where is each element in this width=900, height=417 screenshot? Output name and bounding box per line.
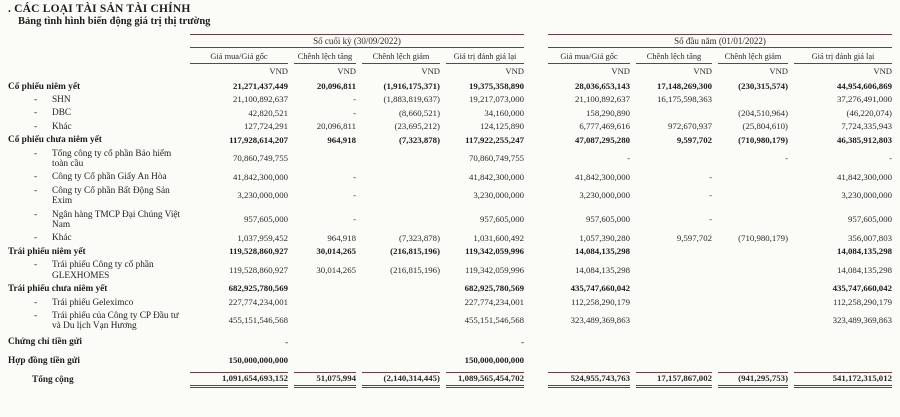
cell-value: 41,842,300,000 [469, 171, 524, 182]
table-row [8, 171, 892, 184]
cell-value: 7,724,335,943 [841, 121, 892, 132]
cell-value: 1,037,959,452 [237, 232, 288, 243]
cell-value: 51,075,994 [288, 370, 356, 389]
cell-value: - [521, 336, 524, 347]
row-label: - Khác [34, 233, 72, 244]
row-label: - Ngân hàng TMCP Đại Chúng Việt Nam [34, 209, 181, 231]
cell-value: 1,031,600,492 [473, 232, 524, 243]
cell-value [356, 184, 440, 208]
cell-value [288, 296, 356, 309]
cell-value: 14,084,135,298 [837, 246, 892, 257]
cell-value: 17,148,269,300 [657, 80, 712, 91]
cell-value: 41,842,300,000 [575, 171, 630, 182]
cell-value [356, 309, 440, 333]
cell-value: 21,271,437,449 [233, 80, 288, 91]
row-label: - DBC [34, 108, 72, 119]
cell-value [630, 333, 712, 351]
unit-label: VND [611, 66, 630, 77]
cell-value [712, 171, 788, 184]
cell-value: 21,100,892,637 [233, 94, 288, 105]
group-gap [524, 134, 542, 147]
cell-value: 17,157,867,002 [630, 370, 712, 389]
cell-value: (23,695,212) [394, 121, 440, 132]
cell-value: 356,007,803 [848, 232, 892, 243]
unit-label: VND [505, 66, 524, 77]
cell-value: 957,605,000 [586, 214, 630, 225]
bullet-dash: - [34, 172, 38, 183]
cell-value: 9,597,702 [676, 134, 712, 145]
row-label: Cổ phiếu niêm yết [8, 81, 81, 92]
table-row [8, 296, 892, 309]
group-gap [524, 283, 542, 296]
cell-value [712, 283, 788, 296]
cell-value: - [285, 336, 288, 347]
cell-value [788, 352, 892, 370]
group-gap [524, 370, 542, 389]
group-gap [524, 352, 542, 370]
cell-value [630, 283, 712, 296]
column-header: Chênh lệch tăng [288, 49, 356, 65]
cell-value: (2,140,314,445) [356, 370, 440, 389]
cell-value: 19,217,073,000 [469, 94, 524, 105]
cell-value: 127,724,291 [244, 121, 288, 132]
row-label: - Trái phiếu của Công ty CP Đầu tư và Du lịch Vạn Hương [34, 310, 179, 332]
cell-value: 20,096,811 [316, 121, 356, 132]
group-header-beginning-of-year [542, 32, 892, 49]
cell-value: 44,954,606,869 [837, 80, 892, 91]
cell-value: 323,489,369,863 [570, 315, 630, 326]
cell-value: 119,342,059,996 [464, 264, 524, 275]
cell-value [712, 333, 788, 351]
cell-value [356, 171, 440, 184]
column-header-row [8, 49, 892, 65]
unit-label: VND [337, 66, 356, 77]
cell-value: - [627, 153, 630, 164]
cell-value: 682,925,780,569 [228, 283, 288, 294]
cell-value: 150,000,000,000 [464, 354, 524, 365]
column-header: Chênh lệch giảm [356, 49, 440, 65]
cell-value [288, 283, 356, 296]
table-row [8, 232, 892, 245]
unit-label: VND [769, 66, 788, 77]
cell-value [630, 309, 712, 333]
row-label: - Khác [34, 121, 72, 132]
table-row [8, 94, 892, 107]
unit-label: VND [693, 66, 712, 77]
cell-value: 47,087,295,280 [575, 134, 630, 145]
table-row [8, 208, 892, 232]
bullet-dash: - [34, 148, 38, 159]
bullet-dash: - [34, 233, 38, 244]
cell-value: 682,925,780,569 [464, 283, 524, 294]
row-label: Cổ phiếu chưa niêm yết [8, 135, 102, 146]
cell-value: (8,660,521) [398, 107, 440, 118]
cell-value: - [709, 171, 712, 182]
cell-value [788, 333, 892, 351]
column-header: Giá mua/Giá gốc [542, 49, 630, 65]
cell-value: (7,323,878) [398, 232, 440, 243]
cell-value [712, 208, 788, 232]
cell-value: 158,290,890 [586, 107, 630, 118]
cell-value: 1,091,654,693,152 [184, 370, 288, 389]
cell-value: (1,883,819,637) [383, 94, 440, 105]
cell-value: 16,175,598,363 [657, 94, 712, 105]
cell-value: 117,928,614,207 [229, 134, 288, 145]
table-row [8, 147, 892, 171]
group-header-row [8, 32, 892, 49]
group-gap [524, 171, 542, 184]
cell-value: 455,151,546,568 [228, 315, 288, 326]
cell-value: 3,230,000,000 [473, 190, 524, 201]
row-label: Chứng chỉ tiền gửi [8, 337, 82, 348]
cell-value [630, 147, 712, 171]
cell-value [542, 333, 630, 351]
row-label: - SHN [34, 95, 71, 106]
cell-value: 957,605,000 [480, 214, 524, 225]
group-gap [524, 80, 542, 93]
cell-value [712, 352, 788, 370]
row-label: Hợp đồng tiền gửi [8, 355, 80, 366]
cell-value: 14,084,135,298 [575, 246, 630, 257]
cell-value: (204,510,964) [738, 107, 788, 118]
cell-value [356, 147, 440, 171]
row-label: - Tổng công ty cổ phần Bảo hiểm toàn cầu [34, 148, 172, 170]
cell-value: - [353, 214, 356, 225]
cell-value [542, 352, 630, 370]
cell-value [630, 296, 712, 309]
cell-value: - [353, 190, 356, 201]
row-label: Tổng cộng [32, 374, 74, 385]
cell-value: 21,100,892,637 [575, 94, 630, 105]
cell-value: 117,922,255,247 [465, 134, 524, 145]
cell-value [712, 259, 788, 283]
group-gap [524, 32, 542, 49]
row-label: - Trái phiếu Geleximco [34, 297, 134, 308]
group-gap [524, 296, 542, 309]
cell-value [356, 333, 440, 351]
group-gap [524, 232, 542, 245]
cell-value: (216,815,196) [390, 246, 440, 257]
table-row [8, 80, 892, 93]
cell-value: 14,084,135,298 [575, 264, 630, 275]
cell-value [630, 352, 712, 370]
financial-assets-table [8, 32, 892, 389]
table-row [8, 184, 892, 208]
cell-value: 112,258,290,179 [832, 296, 892, 307]
cell-value [288, 147, 356, 171]
table-row [8, 370, 892, 389]
cell-value [630, 259, 712, 283]
table-row [8, 259, 892, 283]
cell-value: 119,528,860,927 [229, 246, 288, 257]
cell-value [288, 333, 356, 351]
group-gap [524, 259, 542, 283]
column-header: Giá mua/Giá gốc [184, 49, 288, 65]
group-gap [524, 94, 542, 107]
cell-value [356, 352, 440, 370]
cell-value [288, 309, 356, 333]
cell-value: 435,747,660,042 [832, 283, 892, 294]
group-gap [524, 208, 542, 232]
table-row [8, 283, 892, 296]
table-row [8, 107, 892, 120]
table-row [8, 134, 892, 147]
table-row [8, 333, 892, 351]
group-gap [524, 147, 542, 171]
cell-value [712, 245, 788, 258]
cell-value: 3,230,000,000 [579, 190, 630, 201]
cell-value: 524,955,743,763 [542, 370, 630, 389]
cell-value: (941,295,753) [712, 370, 788, 389]
cell-value: - [353, 171, 356, 182]
column-header: Giá trị đánh giá lại [788, 49, 892, 65]
cell-value: 3,230,000,000 [841, 190, 892, 201]
cell-value: 30,014,265 [316, 246, 356, 257]
cell-value [712, 309, 788, 333]
cell-value: 455,151,546,568 [464, 315, 524, 326]
cell-value: 70,860,749,755 [233, 153, 288, 164]
cell-value: 119,342,059,996 [465, 246, 524, 257]
cell-value [356, 283, 440, 296]
column-header: Chênh lệch giảm [712, 49, 788, 65]
row-label: - Công ty Cổ phần Giấy An Hòa [34, 172, 167, 183]
group-gap [524, 107, 542, 120]
row-label: Trái phiếu chưa niêm yết [8, 284, 108, 295]
cell-value: - [785, 153, 788, 164]
unit-label: VND [421, 66, 440, 77]
group-gap [524, 120, 542, 133]
column-header: Giá trị đánh giá lại [440, 49, 524, 65]
cell-value: 972,670,937 [668, 121, 712, 132]
cell-value [288, 352, 356, 370]
cell-value: 1,057,390,280 [579, 232, 630, 243]
cell-value: (230,315,574) [738, 80, 788, 91]
cell-value: - [353, 94, 356, 105]
cell-value: - [709, 214, 712, 225]
cell-value: 964,918 [327, 232, 356, 243]
cell-value [630, 107, 712, 120]
cell-value [712, 184, 788, 208]
bullet-dash: - [34, 108, 38, 119]
table-body [8, 80, 892, 389]
bullet-dash: - [34, 95, 38, 106]
bullet-dash: - [34, 310, 38, 321]
cell-value: - [353, 107, 356, 118]
cell-value: (46,220,074) [846, 107, 892, 118]
table-row [8, 245, 892, 258]
unit-row [8, 65, 892, 80]
cell-value: 124,125,890 [480, 121, 524, 132]
cell-value: 119,528,860,927 [228, 264, 288, 275]
column-header: Chênh lệch tăng [630, 49, 712, 65]
cell-value: 435,747,660,042 [570, 283, 630, 294]
group-header-label: Số cuối kỳ (30/09/2022) [190, 34, 524, 48]
cell-value: 19,375,358,890 [469, 80, 524, 91]
group-header-label: Số đầu năm (01/01/2022) [548, 34, 892, 48]
table-row [8, 309, 892, 333]
cell-value: 1,089,565,454,702 [440, 370, 524, 389]
cell-value: 541,172,315,012 [788, 370, 892, 389]
cell-value: 112,258,290,179 [570, 296, 630, 307]
cell-value: 323,489,369,863 [832, 315, 892, 326]
cell-value: 964,918 [327, 134, 356, 145]
cell-value: 70,860,749,755 [469, 153, 524, 164]
cell-value: 41,842,300,000 [233, 171, 288, 182]
cell-value: (1,916,175,371) [383, 80, 440, 91]
cell-value: 150,000,000,000 [228, 354, 288, 365]
cell-value [356, 208, 440, 232]
cell-value [356, 296, 440, 309]
group-gap [524, 184, 542, 208]
bullet-dash: - [34, 121, 38, 132]
cell-value: 957,605,000 [244, 214, 288, 225]
row-label: - Trái phiếu Công ty cổ phần GLEXHOMES [34, 260, 154, 281]
row-label: - Công ty Cổ phần Bất Động Sản Exim [34, 185, 170, 207]
cell-value: 9,597,702 [676, 232, 712, 243]
table-row [8, 352, 892, 370]
cell-value: - [889, 153, 892, 164]
cell-value: 46,385,912,803 [837, 134, 892, 145]
cell-value: 14,084,135,298 [837, 264, 892, 275]
unit-label: VND [873, 66, 892, 77]
cell-value: (216,815,196) [390, 264, 440, 275]
cell-value [630, 245, 712, 258]
cell-value: 957,605,000 [848, 214, 892, 225]
page-title: . CÁC LOẠI TÀI SẢN TÀI CHÍNH [8, 3, 191, 15]
cell-value: (710,980,179) [738, 134, 788, 145]
page-subtitle: Bảng tình hình biến động giá trị thị trường [18, 16, 211, 27]
cell-value: 34,160,000 [484, 107, 524, 118]
cell-value: (710,980,179) [738, 232, 788, 243]
table-row [8, 120, 892, 133]
group-header-end-of-period [184, 32, 524, 49]
cell-value: - [709, 190, 712, 201]
group-gap [524, 245, 542, 258]
cell-value [712, 296, 788, 309]
cell-value: (25,804,610) [742, 121, 788, 132]
cell-value: 30,014,265 [316, 264, 356, 275]
cell-value: (7,323,878) [398, 134, 440, 145]
cell-value: 42,820,521 [248, 107, 288, 118]
group-gap [524, 309, 542, 333]
cell-value: 28,036,653,143 [575, 80, 630, 91]
label-column-head [8, 32, 184, 49]
cell-value [712, 94, 788, 107]
bullet-dash: - [34, 260, 38, 271]
cell-value: 6,777,469,616 [579, 121, 630, 132]
cell-value: 3,230,000,000 [237, 190, 288, 201]
bullet-dash: - [34, 185, 38, 196]
row-label: Trái phiếu niêm yết [8, 246, 86, 257]
cell-value: 227,774,234,001 [228, 296, 288, 307]
bullet-dash: - [34, 209, 38, 220]
group-gap [524, 333, 542, 351]
cell-value: 41,842,300,000 [837, 171, 892, 182]
unit-label: VND [269, 66, 288, 77]
cell-value: 20,096,811 [316, 80, 356, 91]
cell-value: 227,774,234,001 [464, 296, 524, 307]
cell-value: 37,276,491,000 [837, 94, 892, 105]
bullet-dash: - [34, 297, 38, 308]
